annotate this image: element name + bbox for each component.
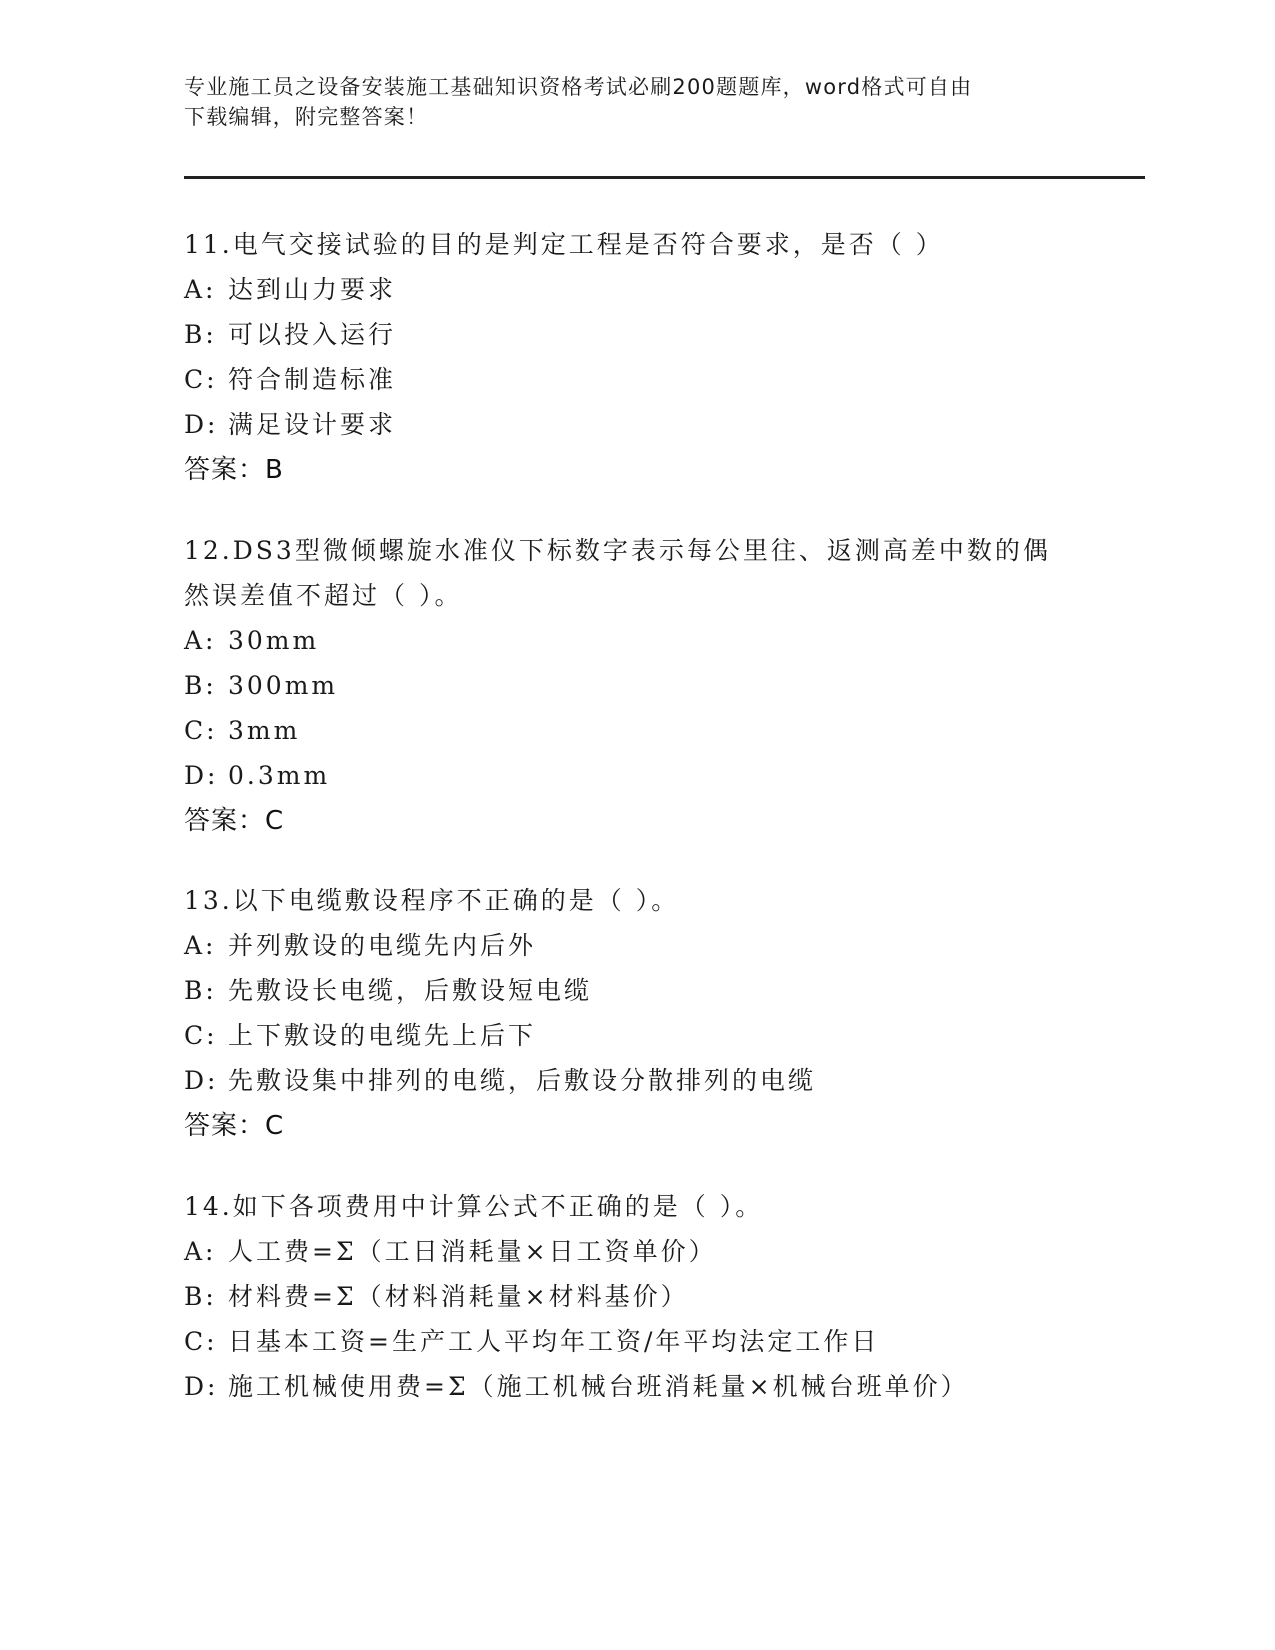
option-letter: A:	[184, 275, 217, 304]
option-a	[184, 267, 1084, 312]
question-stem: 11.电气交接试验的目的是判定工程是否符合要求，是否（ ）	[184, 230, 944, 259]
option-b	[184, 1274, 1084, 1319]
option-letter: C:	[184, 1021, 218, 1050]
option-d	[184, 402, 1084, 447]
option-text: 人工费=Σ（工日消耗量×日工资单价）	[228, 1237, 717, 1266]
option-letter: A:	[184, 626, 217, 655]
header-line-2: 下载编辑，附完整答案！	[184, 105, 429, 129]
option-text: 日基本工资=生产工人平均年工资/年平均法定工作日	[228, 1327, 880, 1356]
option-letter: D:	[184, 1372, 219, 1401]
option-letter: B:	[184, 671, 217, 700]
option-text: 符合制造标准	[228, 365, 397, 394]
question-14	[184, 1184, 1084, 1409]
answer-label: 答案：C	[184, 806, 285, 836]
option-c	[184, 357, 1084, 402]
option-text: 并列敷设的电缆先内后外	[228, 931, 537, 960]
option-b	[184, 312, 1084, 357]
option-a	[184, 1229, 1084, 1274]
question-stem-line-2: 然误差值不超过（ ）。	[184, 581, 463, 610]
option-text: 满足设计要求	[228, 410, 397, 439]
option-d	[184, 1058, 1084, 1103]
option-letter: C:	[184, 365, 218, 394]
option-text: 3mm	[228, 716, 301, 745]
option-b	[184, 968, 1084, 1013]
option-letter: D:	[184, 1066, 219, 1095]
option-text: 先敷设长电缆，后敷设短电缆	[228, 976, 593, 1005]
option-letter: D:	[184, 761, 219, 790]
question-11	[184, 222, 1084, 493]
option-letter: B:	[184, 976, 217, 1005]
option-a	[184, 618, 1084, 663]
header-line-1: 专业施工员之设备安装施工基础知识资格考试必刷200题题库，word格式可自由	[184, 75, 973, 99]
question-stem: 13.以下电缆敷设程序不正确的是（ ）。	[184, 886, 680, 915]
question-13	[184, 878, 1084, 1149]
header-divider	[184, 176, 1145, 179]
option-text: 上下敷设的电缆先上后下	[228, 1021, 537, 1050]
option-letter: D:	[184, 410, 219, 439]
option-text: 0.3mm	[228, 761, 331, 790]
option-letter: A:	[184, 1237, 217, 1266]
option-letter: B:	[184, 1282, 217, 1311]
option-b	[184, 663, 1084, 708]
option-text: 施工机械使用费=Σ（施工机械台班消耗量×机械台班单价）	[228, 1372, 969, 1401]
question-stem: 14.如下各项费用中计算公式不正确的是（ ）。	[184, 1192, 764, 1221]
option-text: 300mm	[228, 671, 339, 700]
option-c	[184, 708, 1084, 753]
option-text: 30mm	[228, 626, 320, 655]
document-header	[184, 72, 1064, 132]
option-text: 达到山力要求	[228, 275, 397, 304]
option-c	[184, 1319, 1084, 1364]
question-12	[184, 528, 1084, 844]
question-stem-line-1: 12.DS3型微倾螺旋水准仪下标数字表示每公里往、返测高差中数的偶	[184, 536, 1051, 565]
option-letter: B:	[184, 320, 217, 349]
answer-label: 答案：C	[184, 1111, 285, 1141]
option-letter: C:	[184, 716, 218, 745]
option-c	[184, 1013, 1084, 1058]
option-d	[184, 1364, 1084, 1409]
option-text: 先敷设集中排列的电缆，后敷设分散排列的电缆	[228, 1066, 817, 1095]
option-text: 可以投入运行	[228, 320, 397, 349]
option-letter: A:	[184, 931, 217, 960]
option-letter: C:	[184, 1327, 218, 1356]
answer-label: 答案：B	[184, 455, 284, 485]
option-a	[184, 923, 1084, 968]
option-d	[184, 753, 1084, 798]
option-text: 材料费=Σ（材料消耗量×材料基价）	[228, 1282, 689, 1311]
